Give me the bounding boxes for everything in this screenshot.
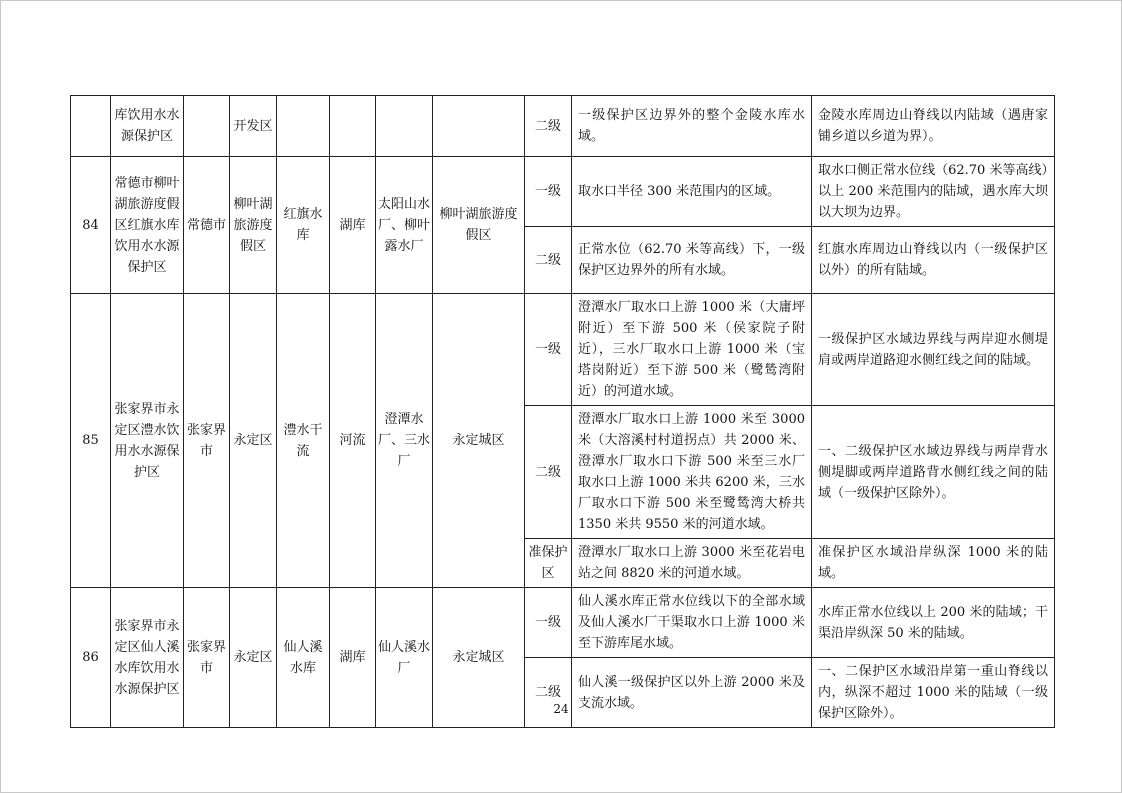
water-plant: 太阳山水厂、柳叶露水厂	[376, 157, 433, 294]
water-area-description: 仙人溪水库正常水位线以下的全部水域及仙人溪水厂干渠取水口上游 1000 米至下游库尾水域。	[572, 588, 812, 658]
land-area-description: 一级保护区水域边界线与两岸迎水侧堤肩或两岸道路迎水侧红线之间的陆域。	[812, 294, 1055, 406]
source-type: 湖库	[330, 157, 376, 294]
source-type: 湖库	[330, 588, 376, 728]
table-row	[71, 588, 1055, 658]
row-number: 85	[71, 294, 111, 588]
table-row	[71, 294, 1055, 406]
zone-level: 一级	[525, 157, 572, 227]
water-plant	[376, 96, 433, 157]
service-location: 永定城区	[433, 294, 525, 588]
water-area-description: 一级保护区边界外的整个金陵水库水域。	[572, 96, 812, 157]
water-body: 澧水干流	[277, 294, 330, 588]
county: 开发区	[230, 96, 277, 157]
source-type: 河流	[330, 294, 376, 588]
county: 永定区	[230, 588, 277, 728]
table-row	[71, 157, 1055, 227]
service-location: 柳叶湖旅游度假区	[433, 157, 525, 294]
zone-level: 二级	[525, 406, 572, 539]
row-number	[71, 96, 111, 157]
county: 永定区	[230, 294, 277, 588]
land-area-description: 水库正常水位线以上 200 米的陆域；干渠沿岸纵深 50 米的陆域。	[812, 588, 1055, 658]
county: 柳叶湖旅游度假区	[230, 157, 277, 294]
zone-level: 一级	[525, 294, 572, 406]
source-name: 常德市柳叶湖旅游度假区红旗水库饮用水水源保护区	[111, 157, 184, 294]
source-name: 张家界市永定区澧水饮用水水源保护区	[111, 294, 184, 588]
city	[184, 96, 230, 157]
water-plant: 澄潭水厂、三水厂	[376, 294, 433, 588]
table-row	[71, 96, 1055, 157]
zone-level: 二级	[525, 658, 572, 728]
land-area-description: 取水口侧正常水位线（62.70 米等高线）以上 200 米范围内的陆域，遇水库大坝以大坝为边界。	[812, 157, 1055, 227]
water-area-description: 澄潭水厂取水口上游 3000 米至花岩电站之间 8820 米的河道水域。	[572, 539, 812, 588]
land-area-description: 一、二级保护区水域边界线与两岸背水侧堤脚或两岸道路背水侧红线之间的陆域（一级保护区除外）。	[812, 406, 1055, 539]
water-area-description: 澄潭水厂取水口上游 1000 米（大庸坪附近）至下游 500 米（侯家院子附近），三水厂取水口上游 1000 米（宝塔岗附近）至下游 500 米（鹭鸶湾附近）的河道水域。	[572, 294, 812, 406]
row-number: 86	[71, 588, 111, 728]
water-area-description: 取水口半径 300 米范围内的区域。	[572, 157, 812, 227]
land-area-description: 金陵水库周边山脊线以内陆域（遇唐家铺乡道以乡道为界）。	[812, 96, 1055, 157]
water-body: 红旗水库	[277, 157, 330, 294]
water-body	[277, 96, 330, 157]
water-area-description: 仙人溪一级保护区以外上游 2000 米及支流水域。	[572, 658, 812, 728]
water-plant: 仙人溪水厂	[376, 588, 433, 728]
row-number: 84	[71, 157, 111, 294]
water-area-description: 澄潭水厂取水口上游 1000 米至 3000 米（大溶溪村村道拐点）共 2000 米、澄潭水厂取水口下游 500 米至三水厂取水口上游 1000 米共 6200 米，三水厂取水口下游 500 米至鹭鸶湾大桥共 1350 米共 9550 米的河道水域。	[572, 406, 812, 539]
service-location	[433, 96, 525, 157]
land-area-description: 红旗水库周边山脊线以内（一级保护区以外）的所有陆域。	[812, 227, 1055, 294]
zone-level: 一级	[525, 588, 572, 658]
zone-level: 二级	[525, 227, 572, 294]
water-body: 仙人溪水库	[277, 588, 330, 728]
source-name: 张家界市永定区仙人溪水库饮用水水源保护区	[111, 588, 184, 728]
protection-area-table	[70, 95, 1055, 728]
page-number: 24	[553, 702, 569, 716]
land-area-description: 准保护区水域沿岸纵深 1000 米的陆域。	[812, 539, 1055, 588]
city: 张家界市	[184, 588, 230, 728]
zone-level: 准保护区	[525, 539, 572, 588]
city: 常德市	[184, 157, 230, 294]
zone-level: 二级	[525, 96, 572, 157]
water-area-description: 正常水位（62.70 米等高线）下，一级保护区边界外的所有水域。	[572, 227, 812, 294]
service-location: 永定城区	[433, 588, 525, 728]
land-area-description: 一、二保护区水域沿岸第一重山脊线以内，纵深不超过 1000 米的陆域（一级保护区除外）。	[812, 658, 1055, 728]
city: 张家界市	[184, 294, 230, 588]
source-name: 库饮用水水源保护区	[111, 96, 184, 157]
source-type	[330, 96, 376, 157]
